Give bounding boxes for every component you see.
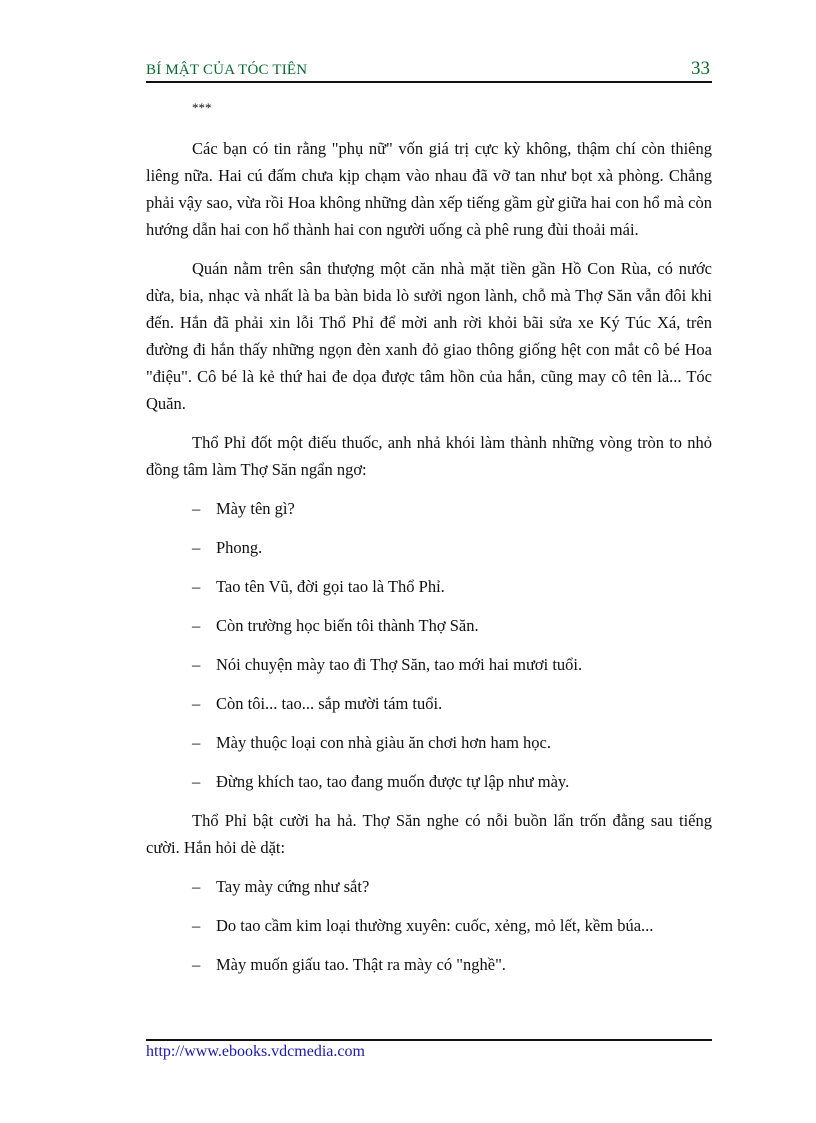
- paragraph: Quán nằm trên sân thượng một căn nhà mặt tiền gần Hồ Con Rùa, có nước dừa, bia, nhạc và nhất là ba bàn bida lò sưởi ngon lành, chỗ mà Thợ Săn vẫn đôi khi đến. Hắn đã phải xin lỗi Thổ Phỉ để mời anh rời khỏi bãi sửa xe Ký Túc Xá, trên đường đi hắn thấy những ngọn đèn xanh đỏ giao thông giống hệt con mắt cô bé Hoa "điệu". Cô bé là kẻ thứ hai đe dọa được tâm hồn của hắn, cũng may cô tên là... Tóc Quăn.: [146, 259, 712, 413]
- dialogue-text: Tay mày cứng như sắt?: [216, 877, 370, 896]
- dialogue-line: [146, 612, 712, 639]
- dash-marker: –: [192, 733, 201, 752]
- dialogue-text: Mày thuộc loại con nhà giàu ăn chơi hơn ham học.: [216, 733, 551, 752]
- book-title: BÍ MẬT CỦA TÓC TIÊN: [146, 62, 308, 78]
- dialogue-line: [146, 651, 712, 678]
- dash-marker: –: [192, 655, 201, 674]
- dash-marker: –: [192, 577, 201, 596]
- dialogue-line: [146, 495, 712, 522]
- dialogue-text: Còn tôi... tao... sắp mười tám tuổi.: [216, 694, 443, 713]
- dash-marker: –: [192, 772, 201, 791]
- dialogue-text: Mày tên gì?: [216, 499, 295, 518]
- dash-marker: –: [192, 955, 201, 974]
- page-number: 33: [691, 58, 710, 79]
- section-separator: ***: [192, 100, 212, 115]
- dash-marker: –: [192, 916, 201, 935]
- dash-marker: –: [192, 694, 201, 713]
- dialogue-line: [146, 690, 712, 717]
- running-header: [146, 58, 712, 82]
- dialogue-text: Do tao cầm kim loại thường xuyên: cuốc, xẻng, mỏ lết, kềm búa...: [216, 916, 654, 935]
- dialogue-text: Đừng khích tao, tao đang muốn được tự lập như mày.: [216, 772, 570, 791]
- dialogue-text: Còn trường học biến tôi thành Thợ Săn.: [216, 616, 479, 635]
- header-divider: [146, 81, 712, 83]
- dialogue-text: Phong.: [216, 538, 263, 557]
- paragraph: Các bạn có tin rằng "phụ nữ" vốn giá trị cực kỳ không, thậm chí còn thiêng liêng nữa. Hai cú đấm chưa kịp chạm vào nhau đã vỡ tan như bọt xà phòng. Chẳng phải vậy sao, vừa rồi Hoa không những dàn xếp tiếng gầm gừ giữa hai con hổ mà còn hướng dẫn hai con hổ thành hai con người uống cà phê rung đùi thoải mái.: [146, 139, 712, 239]
- dialogue-text: Mày muốn giấu tao. Thật ra mày có "nghề".: [216, 955, 506, 974]
- dash-marker: –: [192, 616, 201, 635]
- dash-marker: –: [192, 499, 201, 518]
- dialogue-line: [146, 573, 712, 600]
- dialogue-line: [146, 729, 712, 756]
- dialogue-line: [146, 951, 712, 978]
- dialogue-line: [146, 768, 712, 795]
- dialogue-text: Nói chuyện mày tao đi Thợ Săn, tao mới hai mươi tuổi.: [216, 655, 583, 674]
- dialogue-line: [146, 912, 712, 939]
- page-body: [146, 98, 712, 990]
- dash-marker: –: [192, 538, 201, 557]
- footer-divider: [146, 1039, 712, 1041]
- footer-website-link[interactable]: http://www.ebooks.vdcmedia.com: [146, 1043, 365, 1060]
- dialogue-line: [146, 873, 712, 900]
- dash-marker: –: [192, 877, 201, 896]
- paragraph: Thổ Phỉ đốt một điếu thuốc, anh nhả khói làm thành những vòng tròn to nhỏ đồng tâm làm Thợ Săn ngẩn ngơ:: [146, 433, 712, 479]
- dialogue-text: Tao tên Vũ, đời gọi tao là Thổ Phỉ.: [216, 577, 445, 596]
- dialogue-line: [146, 534, 712, 561]
- paragraph: Thổ Phỉ bật cười ha hả. Thợ Săn nghe có nỗi buồn lẩn trốn đằng sau tiếng cười. Hắn hỏi dè dặt:: [146, 811, 712, 857]
